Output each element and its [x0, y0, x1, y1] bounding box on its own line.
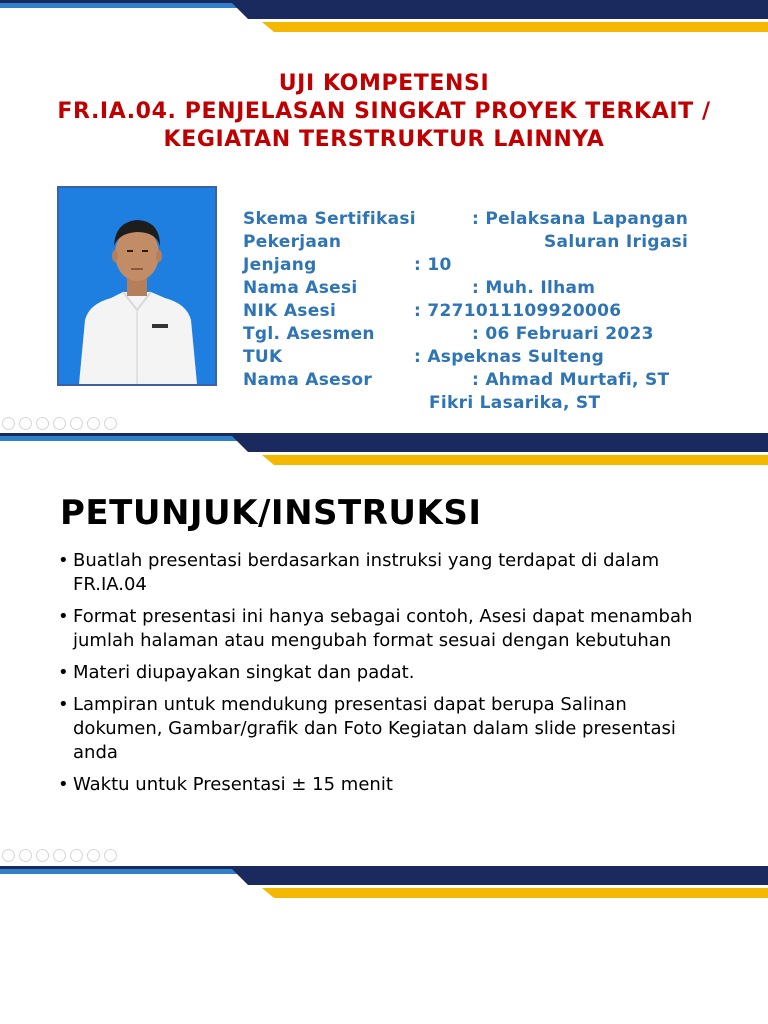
- info-value: Saluran Irigasi: [544, 232, 689, 252]
- person-photo: [57, 186, 217, 386]
- header-decoration: [0, 433, 768, 465]
- pen-icon[interactable]: [36, 849, 49, 862]
- info-label: Tgl. Asesmen: [243, 324, 375, 344]
- slide-controls[interactable]: [2, 417, 117, 431]
- info-label: Jenjang: [243, 255, 317, 275]
- info-value: : Muh. Ilham: [472, 278, 596, 298]
- info-value: : Ahmad Murtafi, ST: [472, 370, 670, 390]
- info-value: : Aspeknas Sulteng: [414, 347, 605, 367]
- next-icon[interactable]: [19, 849, 32, 862]
- info-label: Nama Asesi: [243, 278, 358, 298]
- list-item: • Buatlah presentasi berdasarkan instruksi yang terdapat di dalam FR.IA.04: [58, 549, 718, 597]
- more-icon[interactable]: [104, 417, 117, 430]
- title-line: UJI KOMPETENSI: [278, 71, 490, 96]
- info-value: : 10: [414, 255, 452, 275]
- zoom-icon[interactable]: [70, 849, 83, 862]
- slide-1: [0, 0, 768, 433]
- title-line: KEGIATAN TERSTRUKTUR LAINNYA: [163, 127, 605, 152]
- slides-icon[interactable]: [53, 849, 66, 862]
- instructions-list: [58, 549, 718, 805]
- list-item: • Lampiran untuk mendukung presentasi dapat berupa Salinan dokumen, Gambar/grafik dan Foto Kegiatan dalam slide presentasi anda: [58, 693, 718, 765]
- header-decoration: [0, 0, 768, 32]
- instructions-heading: PETUNJUK/INSTRUKSI: [60, 493, 482, 533]
- slide-title: [0, 70, 768, 154]
- list-item: • Format presentasi ini hanya sebagai contoh, Asesi dapat menambah jumlah halaman atau mengubah format sesuai dengan kebutuhan: [58, 605, 718, 653]
- info-label: Nama Asesor: [243, 370, 373, 390]
- slide-2: [0, 433, 768, 866]
- slides-icon[interactable]: [53, 417, 66, 430]
- list-item: • Materi diupayakan singkat dan padat.: [58, 661, 718, 685]
- next-icon[interactable]: [19, 417, 32, 430]
- title-line: FR.IA.04. PENJELASAN SINGKAT PROYEK TERKAIT /: [57, 99, 711, 124]
- prev-icon[interactable]: [2, 417, 15, 430]
- info-value: Fikri Lasarika, ST: [429, 393, 601, 413]
- subtitle-icon[interactable]: [87, 417, 100, 430]
- info-value: : 06 Februari 2023: [472, 324, 654, 344]
- prev-icon[interactable]: [2, 849, 15, 862]
- info-value: : Pelaksana Lapangan: [472, 209, 689, 229]
- pen-icon[interactable]: [36, 417, 49, 430]
- info-label: TUK: [243, 347, 283, 367]
- person-icon: [59, 188, 215, 384]
- list-item: • Waktu untuk Presentasi ± 15 menit: [58, 773, 718, 797]
- header-decoration: [0, 866, 768, 898]
- info-value: : 7271011109920006: [414, 301, 622, 321]
- info-label: Pekerjaan: [243, 232, 342, 252]
- slide-3-partial: [0, 866, 768, 1024]
- subtitle-icon[interactable]: [87, 849, 100, 862]
- slide-controls[interactable]: [2, 849, 117, 863]
- more-icon[interactable]: [104, 849, 117, 862]
- info-label: NIK Asesi: [243, 301, 337, 321]
- zoom-icon[interactable]: [70, 417, 83, 430]
- info-label: Skema Sertifikasi: [243, 209, 416, 229]
